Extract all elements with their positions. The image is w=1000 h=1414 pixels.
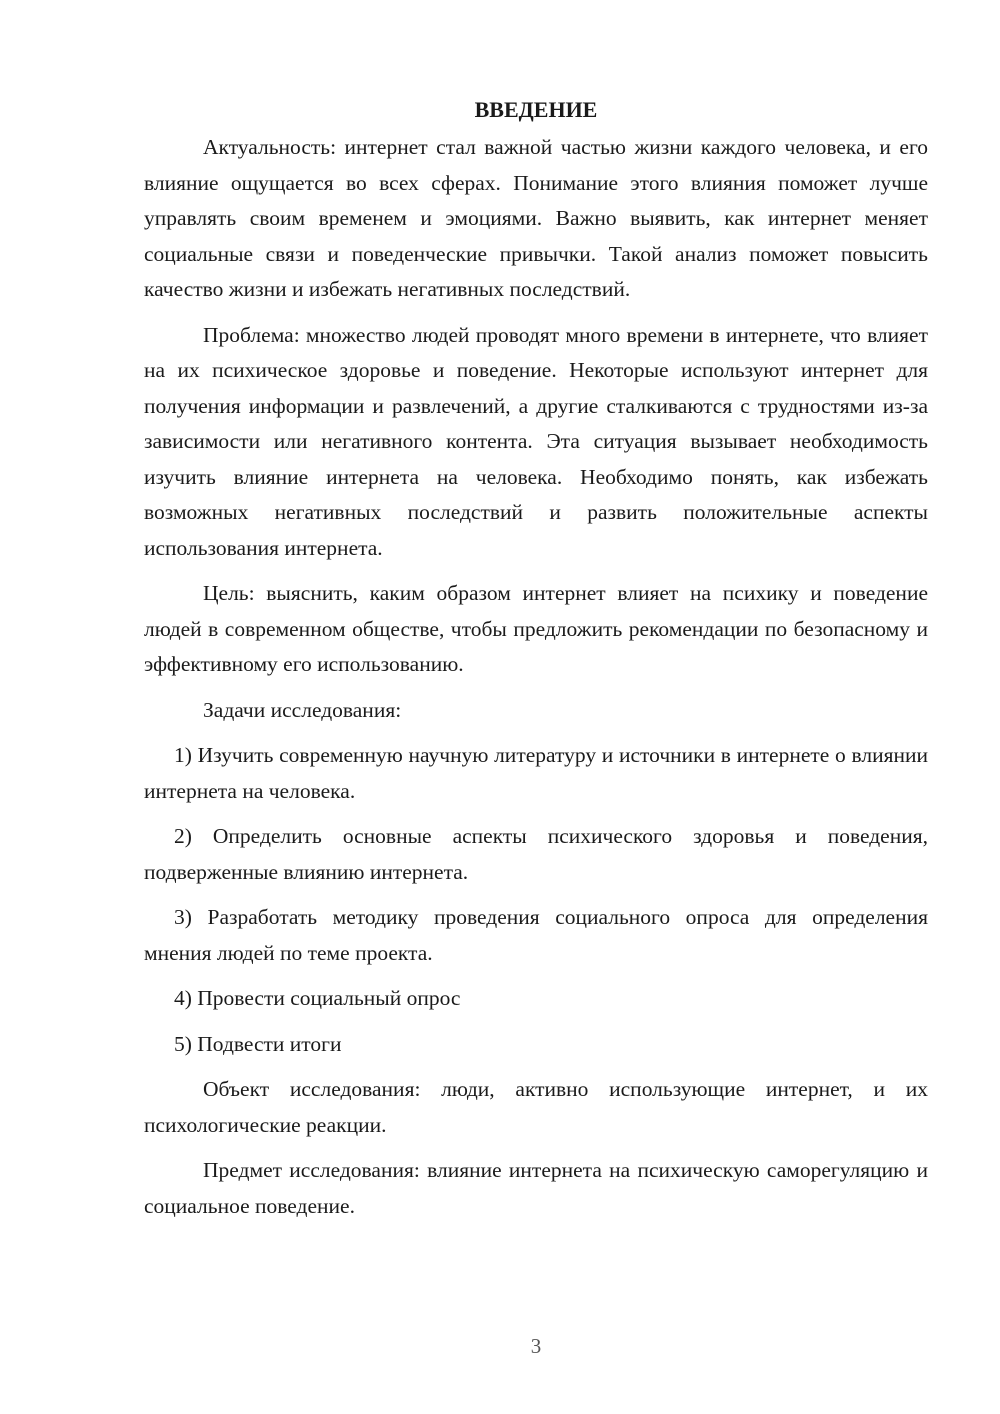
section-heading: ВВЕДЕНИЕ	[474, 97, 598, 122]
page-number: 3	[530, 1334, 542, 1358]
object-paragraph: Объект исследования: люди, активно использующие интернет, и их психологические реакции.	[144, 1077, 928, 1137]
task-item-5: 5) Подвести итоги	[174, 1031, 342, 1056]
task-item-1: 1) Изучить современную научную литературу и источники в интернете о влиянии интернета на человека.	[144, 743, 928, 803]
relevance-paragraph: Актуальность: интернет стал важной частью жизни каждого человека, и его влияние ощущается во всех сферах. Понимание этого влияния поможет лучше управлять своим временем и эмоциями. Важно выявить, как интернет меняет социальные связи и поведенческие привычки. Такой анализ поможет повысить качество жизни и избежать негативных последствий.	[144, 135, 928, 301]
task-item-4: 4) Провести социальный опрос	[174, 986, 461, 1010]
document-page	[144, 92, 928, 1234]
problem-paragraph: Проблема: множество людей проводят много времени в интернете, что влияет на их психическое здоровье и поведение. Некоторые используют интернет для получения информации и развлечений, а другие сталкиваются с трудностями из-за зависимости или негативного контента. Эта ситуация вызывает необходимость изучить влияние интернета на человека. Необходимо понять, как избежать возможных негативных последствий и развить положительные аспекты использования интернета.	[144, 322, 928, 560]
subject-paragraph: Предмет исследования: влияние интернета на психическую саморегуляцию и социальное поведение.	[144, 1158, 928, 1218]
task-item-2: 2) Определить основные аспекты психического здоровья и поведения, подверженные влиянию интернета.	[144, 824, 928, 884]
goal-paragraph: Цель: выяснить, каким образом интернет влияет на психику и поведение людей в современном обществе, чтобы предложить рекомендации по безопасному и эффективному его использованию.	[144, 581, 928, 676]
tasks-title: Задачи исследования:	[203, 697, 402, 722]
task-item-3: 3) Разработать методику проведения социального опроса для определения мнения людей по теме проекта.	[144, 905, 928, 965]
